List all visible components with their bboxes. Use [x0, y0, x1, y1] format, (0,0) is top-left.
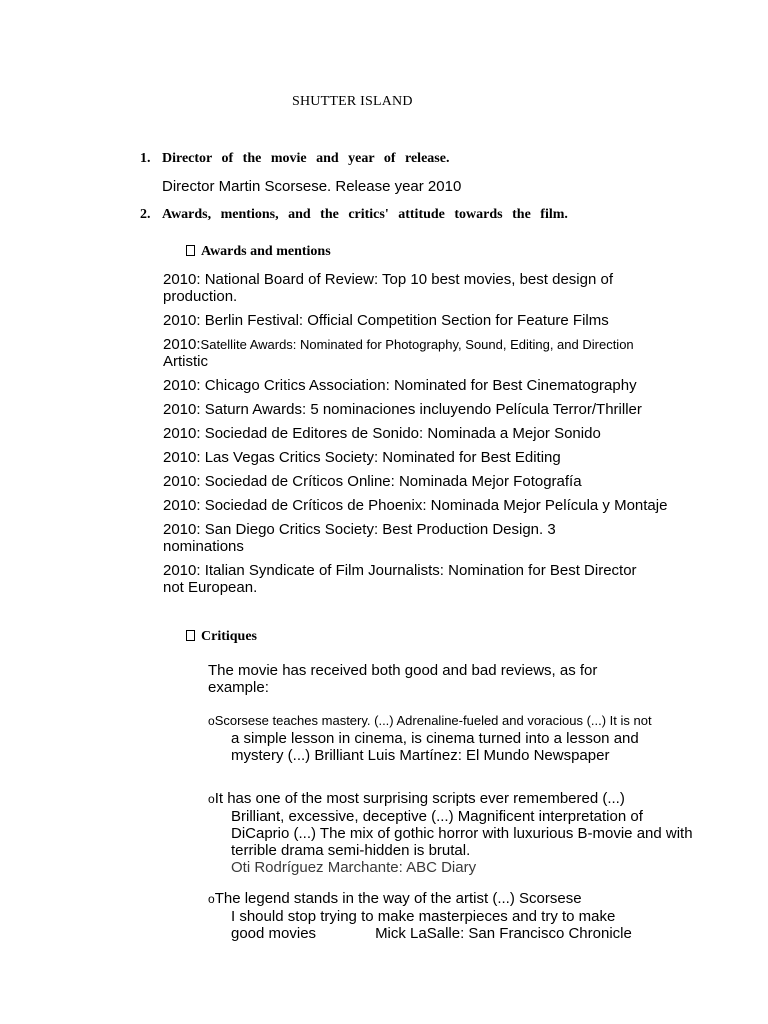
critiques-heading-label: Critiques — [201, 629, 257, 644]
award-item — [163, 473, 582, 490]
quote-line — [208, 890, 632, 908]
award-item — [163, 401, 642, 418]
quote-line — [208, 790, 693, 808]
award-year: 2010: — [163, 336, 201, 353]
quote-text: The legend stands in the way of the artist (...) Scorsese — [214, 890, 582, 907]
quote-line: I should stop trying to make masterpieces and try to make — [231, 908, 616, 925]
award-line: production. — [163, 288, 238, 305]
critique-quote — [208, 712, 652, 764]
award-line: nominations — [163, 538, 244, 555]
quote-source: Mick LaSalle: San Francisco Chronicle — [375, 925, 632, 942]
award-line: 2010: Sociedad de Editores de Sonido: Nominada a Mejor Sonido — [163, 425, 601, 442]
award-line: 2010: Sociedad de Críticos Online: Nominada Mejor Fotografía — [163, 473, 582, 490]
section-1-heading — [140, 151, 449, 167]
quote-source: Oti Rodríguez Marchante: ABC Diary — [231, 859, 477, 876]
checkbox-bullet-icon — [186, 245, 195, 256]
section-1-body: Director Martin Scorsese. Release year 2010 — [162, 178, 462, 195]
critiques-heading — [186, 629, 257, 645]
award-line: 2010: Saturn Awards: 5 nominaciones incluyendo Película Terror/Thriller — [163, 401, 642, 418]
quote-line — [208, 712, 652, 730]
intro-line: example: — [208, 679, 269, 696]
award-line: 2010: National Board of Review: Top 10 best movies, best design of — [163, 271, 613, 288]
quote-line: DiCaprio (...) The mix of gothic horror with luxurious B-movie and with — [231, 825, 693, 842]
awards-heading-label: Awards and mentions — [201, 244, 331, 259]
award-line: 2010: Italian Syndicate of Film Journalists: Nomination for Best Director — [163, 562, 637, 579]
bullet-o-icon: o — [208, 714, 215, 728]
section-2-title: Awards, mentions, and the critics' attitude towards the film. — [162, 207, 568, 222]
award-item — [163, 336, 634, 370]
awards-heading — [186, 244, 331, 260]
section-2-heading — [140, 207, 568, 223]
award-line — [163, 336, 634, 353]
section-1-number: 1. — [140, 151, 151, 166]
award-line: not European. — [163, 579, 258, 596]
award-line: 2010: Sociedad de Críticos de Phoenix: Nominada Mejor Película y Montaje — [163, 497, 668, 514]
award-item — [163, 312, 609, 329]
document-title: SHUTTER ISLAND — [292, 94, 413, 109]
award-item — [163, 497, 667, 514]
intro-line: The movie has received both good and bad reviews, as for — [208, 662, 598, 679]
award-line: Artistic — [163, 353, 208, 370]
bullet-o-icon: o — [208, 892, 215, 906]
quote-text: Scorsese teaches mastery. (...) Adrenaline-fueled and voracious (...) It is not — [214, 713, 652, 728]
bullet-o-icon: o — [208, 792, 215, 806]
award-item — [163, 521, 556, 555]
award-item — [163, 377, 637, 394]
award-item — [163, 449, 561, 466]
quote-text: It has one of the most surprising scripts ever remembered (...) — [214, 790, 625, 807]
section-1-title: Director of the movie and year of release. — [162, 151, 450, 166]
critique-quote — [208, 790, 693, 876]
quote-line: a simple lesson in cinema, is cinema turned into a lesson and — [231, 730, 639, 747]
quote-line: terrible drama semi-hidden is brutal. — [231, 842, 471, 859]
award-line: 2010: Las Vegas Critics Society: Nominated for Best Editing — [163, 449, 561, 466]
award-item — [163, 562, 637, 596]
section-2-number: 2. — [140, 207, 151, 222]
award-line: 2010: San Diego Critics Society: Best Production Design. 3 — [163, 521, 556, 538]
award-item — [163, 271, 613, 305]
critique-quote — [208, 890, 632, 942]
award-line: 2010: Chicago Critics Association: Nominated for Best Cinematography — [163, 377, 637, 394]
checkbox-bullet-icon — [186, 630, 195, 641]
award-item — [163, 425, 601, 442]
quote-line: Brilliant, excessive, deceptive (...) Magnificent interpretation of — [231, 808, 643, 825]
quote-line — [208, 925, 632, 942]
critiques-intro — [208, 662, 597, 696]
quote-text: good movies — [231, 925, 317, 942]
award-line: 2010: Berlin Festival: Official Competition Section for Feature Films — [163, 312, 609, 329]
quote-line: mystery (...) Brilliant Luis Martínez: El Mundo Newspaper — [231, 747, 610, 764]
award-text-small: Satellite Awards: Nominated for Photography, Sound, Editing, and Direction — [200, 337, 634, 352]
